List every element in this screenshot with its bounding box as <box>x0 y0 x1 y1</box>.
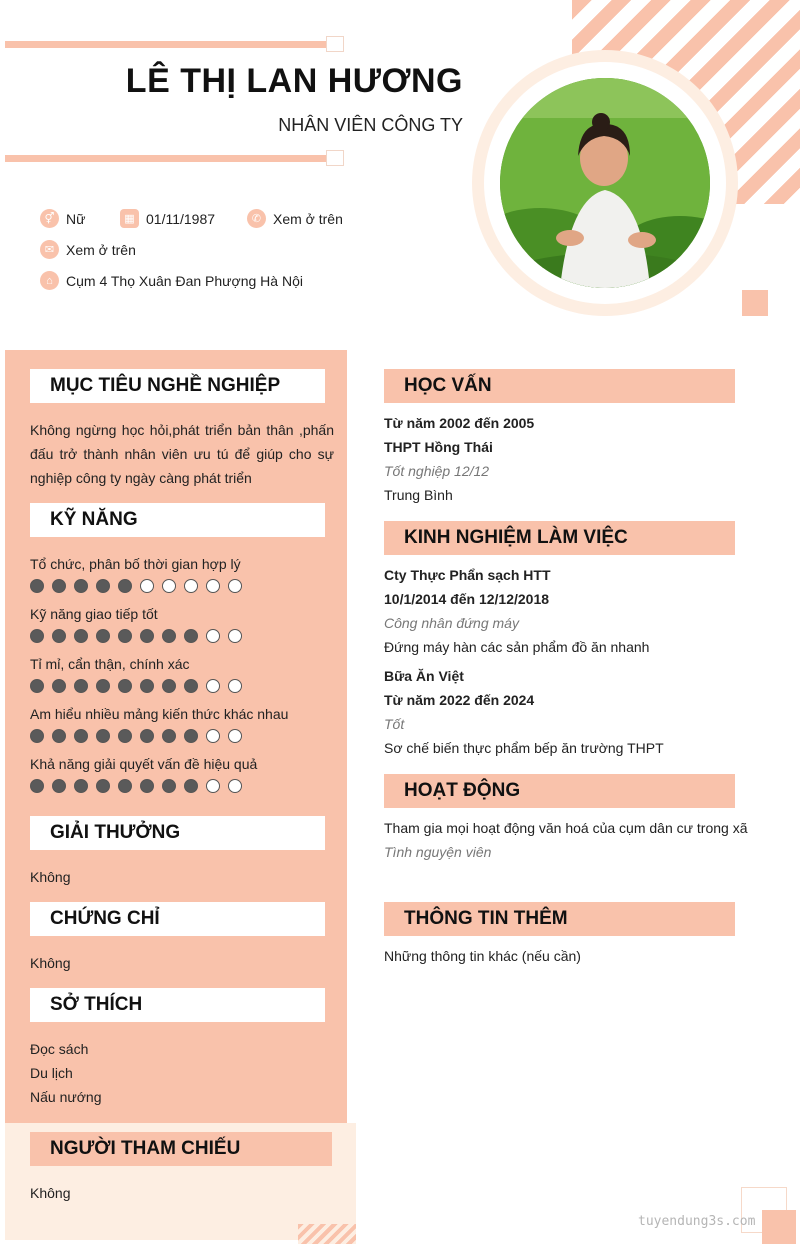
education-heading: HỌC VẤN <box>384 369 735 403</box>
rating-dot-filled <box>74 679 88 693</box>
decorative-square <box>742 290 768 316</box>
rating-dot-filled <box>52 779 66 793</box>
rating-dot-filled <box>162 629 176 643</box>
rating-dot-empty <box>228 579 242 593</box>
rating-dot-filled <box>96 729 110 743</box>
decorative-bar-end <box>326 36 344 52</box>
skill-rating <box>30 779 242 793</box>
skill-name: Tỉ mỉ, cẩn thận, chính xác <box>30 656 190 672</box>
rating-dot-filled <box>52 679 66 693</box>
job-period: Từ năm 2022 đến 2024 <box>384 692 535 708</box>
activities-heading: HOẠT ĐỘNG <box>384 774 735 808</box>
contact-dob <box>120 209 215 228</box>
rating-dot-filled <box>118 579 132 593</box>
education-period: Từ năm 2002 đến 2005 <box>384 415 535 431</box>
rating-dot-empty <box>206 779 220 793</box>
objective-heading: MỤC TIÊU NGHỀ NGHIỆP <box>30 369 325 403</box>
email-icon: ✉ <box>40 240 59 259</box>
job-description: Đứng máy hàn các sản phẩm đồ ăn nhanh <box>384 639 650 655</box>
skill-rating <box>30 729 242 743</box>
rating-dot-filled <box>52 729 66 743</box>
rating-dot-filled <box>96 679 110 693</box>
rating-dot-empty <box>228 679 242 693</box>
rating-dot-filled <box>184 629 198 643</box>
rating-dot-empty <box>206 579 220 593</box>
profile-photo <box>500 78 710 288</box>
contact-address <box>40 271 303 290</box>
candidate-title: NHÂN VIÊN CÔNG TY <box>278 115 463 135</box>
rating-dot-filled <box>52 579 66 593</box>
rating-dot-filled <box>140 729 154 743</box>
email-value: Xem ở trên <box>66 241 136 258</box>
hobby-item: Đọc sách <box>30 1041 89 1057</box>
rating-dot-empty <box>228 729 242 743</box>
job-period: 10/1/2014 đến 12/12/2018 <box>384 591 550 607</box>
candidate-name: LÊ THỊ LAN HƯƠNG <box>125 62 463 100</box>
rating-dot-filled <box>162 779 176 793</box>
job-company: Bữa Ăn Việt <box>384 668 464 684</box>
job-company: Cty Thực Phẩn sạch HTT <box>384 567 551 583</box>
rating-dot-filled <box>74 579 88 593</box>
phone-value: Xem ở trên <box>273 210 343 227</box>
rating-dot-empty <box>140 579 154 593</box>
gender-value: Nữ <box>66 210 86 227</box>
rating-dot-filled <box>74 629 88 643</box>
rating-dot-filled <box>184 679 198 693</box>
objective-text: Không ngừng học hỏi,phát triển bản thân ,phấn đấu trở thành nhân viên ưu tú để giúp cho sự nghiệp công ty ngày càng phát triển <box>30 422 334 486</box>
rating-dot-filled <box>52 629 66 643</box>
rating-dot-filled <box>162 679 176 693</box>
home-icon: ⌂ <box>40 271 59 290</box>
skills-heading: KỸ NĂNG <box>30 503 325 537</box>
phone-icon: ✆ <box>247 209 266 228</box>
rating-dot-filled <box>96 629 110 643</box>
contact-phone <box>247 209 343 228</box>
job-position: Công nhân đứng máy <box>384 615 519 631</box>
skill-name: Kỹ năng giao tiếp tốt <box>30 606 158 622</box>
additional-info-heading: THÔNG TIN THÊM <box>384 902 735 936</box>
decorative-bar-top <box>5 41 331 48</box>
rating-dot-filled <box>30 629 44 643</box>
skill-rating <box>30 579 242 593</box>
rating-dot-empty <box>228 779 242 793</box>
awards-text: Không <box>30 869 71 885</box>
hobby-item: Du lịch <box>30 1065 73 1081</box>
calendar-icon: ▦ <box>120 209 139 228</box>
rating-dot-filled <box>30 579 44 593</box>
rating-dot-filled <box>74 779 88 793</box>
rating-dot-empty <box>206 629 220 643</box>
decorative-square-filled <box>762 1210 796 1244</box>
rating-dot-filled <box>96 579 110 593</box>
activities-role: Tình nguyện viên <box>384 844 492 860</box>
skill-name: Am hiểu nhiều mảng kiến thức khác nhau <box>30 706 289 722</box>
skill-name: Khả năng giải quyết vấn đề hiệu quả <box>30 756 258 772</box>
rating-dot-filled <box>184 729 198 743</box>
rating-dot-empty <box>228 629 242 643</box>
additional-info-text: Những thông tin khác (nếu cần) <box>384 948 581 964</box>
rating-dot-filled <box>74 729 88 743</box>
rating-dot-empty <box>184 579 198 593</box>
activities-text: Tham gia mọi hoạt động văn hoá của cụm dân cư trong xã <box>384 820 748 836</box>
gender-icon: ⚥ <box>40 209 59 228</box>
hobbies-heading: SỞ THÍCH <box>30 988 325 1022</box>
hobby-item: Nấu nướng <box>30 1089 102 1105</box>
decorative-bar-bottom <box>5 155 331 162</box>
certificates-heading: CHỨNG CHỈ <box>30 902 325 936</box>
skill-rating <box>30 629 242 643</box>
education-school: THPT Hồng Thái <box>384 439 493 455</box>
rating-dot-filled <box>118 629 132 643</box>
rating-dot-filled <box>118 679 132 693</box>
rating-dot-filled <box>140 679 154 693</box>
references-text: Không <box>30 1185 71 1201</box>
rating-dot-filled <box>184 779 198 793</box>
references-heading: NGƯỜI THAM CHIẾU <box>30 1132 332 1166</box>
rating-dot-filled <box>30 779 44 793</box>
watermark: tuyendung3s.com <box>638 1214 756 1229</box>
certificates-text: Không <box>30 955 71 971</box>
rating-dot-filled <box>118 779 132 793</box>
job-description: Sơ chế biến thực phẩm bếp ăn trường THPT <box>384 740 664 756</box>
contact-gender <box>40 209 85 228</box>
experience-heading: KINH NGHIỆM LÀM VIỆC <box>384 521 735 555</box>
rating-dot-filled <box>140 629 154 643</box>
contact-email <box>40 240 136 259</box>
rating-dot-filled <box>140 779 154 793</box>
education-note: Trung Bình <box>384 487 453 503</box>
rating-dot-filled <box>30 679 44 693</box>
job-position: Tốt <box>384 716 405 732</box>
education-major: Tốt nghiệp 12/12 <box>384 463 490 479</box>
rating-dot-filled <box>162 729 176 743</box>
awards-heading: GIẢI THƯỞNG <box>30 816 325 850</box>
rating-dot-filled <box>96 779 110 793</box>
skill-rating <box>30 679 242 693</box>
rating-dot-empty <box>206 679 220 693</box>
decorative-stripes-bottom-left <box>298 1224 356 1244</box>
address-value: Cụm 4 Thọ Xuân Đan Phượng Hà Nội <box>66 272 303 289</box>
rating-dot-empty <box>206 729 220 743</box>
skill-name: Tổ chức, phân bố thời gian hợp lý <box>30 556 241 572</box>
decorative-bar-end <box>326 150 344 166</box>
rating-dot-filled <box>30 729 44 743</box>
rating-dot-filled <box>118 729 132 743</box>
profile-photo-illustration <box>500 78 710 288</box>
rating-dot-empty <box>162 579 176 593</box>
dob-value: 01/11/1987 <box>146 210 216 227</box>
